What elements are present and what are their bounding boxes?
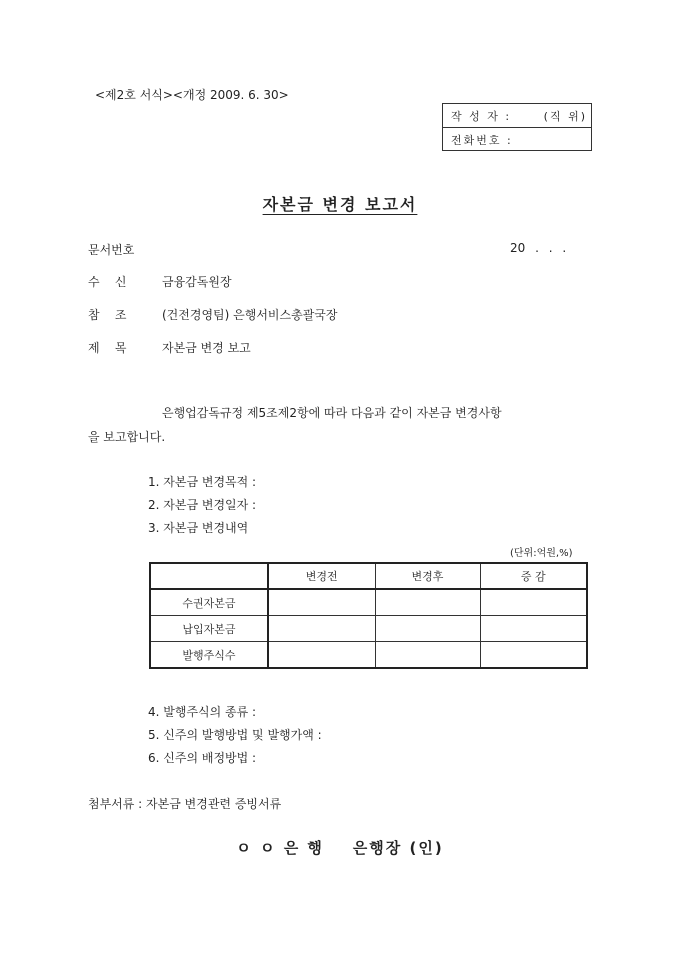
body-line-2: 을 보고합니다. xyxy=(88,430,166,444)
recipient-value: 금융감독원장 xyxy=(162,275,232,289)
table-header-cell: 변경후 xyxy=(375,563,480,589)
list-item: 1. 자본금 변경목적 : xyxy=(148,475,257,489)
phone-label: 전화번호 : xyxy=(451,134,513,147)
list-item: 2. 자본금 변경일자 : xyxy=(148,498,257,512)
table-cell xyxy=(480,589,587,615)
table-cell xyxy=(375,642,480,668)
table-row xyxy=(150,589,587,615)
table-cell xyxy=(480,642,587,668)
table-header-cell xyxy=(150,563,268,589)
form-code: <제2호 서식><개정 2009. 6. 30> xyxy=(95,88,289,102)
row-label: 납입자본금 xyxy=(150,616,268,642)
author-box xyxy=(442,103,592,151)
list-item: 6. 신주의 배정방법 : xyxy=(148,751,257,765)
table-header-cell: 변경전 xyxy=(268,563,375,589)
reference-value: (건전경영팀) 은행서비스총괄국장 xyxy=(162,308,338,322)
table-cell xyxy=(375,616,480,642)
table-row xyxy=(150,616,587,642)
table-cell xyxy=(480,616,587,642)
list-item: 5. 신주의 발행방법 및 발행가액 : xyxy=(148,728,322,742)
closing-signature: ㅇ ㅇ 은 행 은행장 (인) xyxy=(236,839,444,857)
table-header-cell: 증 감 xyxy=(480,563,587,589)
document-title xyxy=(0,192,680,215)
author-position: (직 위) xyxy=(543,110,587,123)
row-label: 수권자본금 xyxy=(150,589,268,615)
table-header-row xyxy=(150,563,587,589)
table-row xyxy=(150,642,587,668)
author-row xyxy=(443,104,591,128)
table-cell xyxy=(268,616,375,642)
attachment-line: 첨부서류 : 자본금 변경관련 증빙서류 xyxy=(88,797,282,811)
list-item: 4. 발행주식의 종류 : xyxy=(148,705,257,719)
table-cell xyxy=(375,589,480,615)
doc-date: 20 . . . xyxy=(510,241,567,255)
body-line-1: 은행업감독규정 제5조제2항에 따라 다음과 같이 자본금 변경사항 xyxy=(162,406,502,420)
doc-number-label: 문서번호 xyxy=(88,243,135,257)
reference-label: 참 조 xyxy=(88,308,127,322)
author-label: 작 성 자 : xyxy=(451,110,512,123)
table-cell xyxy=(268,642,375,668)
phone-row xyxy=(443,128,591,152)
table-cell xyxy=(268,589,375,615)
recipient-label: 수 신 xyxy=(88,275,127,289)
row-label: 발행주식수 xyxy=(150,642,268,668)
subject-value: 자본금 변경 보고 xyxy=(162,341,251,355)
document-title-text: 자본금 변경 보고서 xyxy=(262,195,418,214)
unit-label: (단위:억원,%) xyxy=(510,548,573,559)
change-table xyxy=(149,562,588,669)
subject-label: 제 목 xyxy=(88,341,127,355)
list-item: 3. 자본금 변경내역 xyxy=(148,521,249,535)
